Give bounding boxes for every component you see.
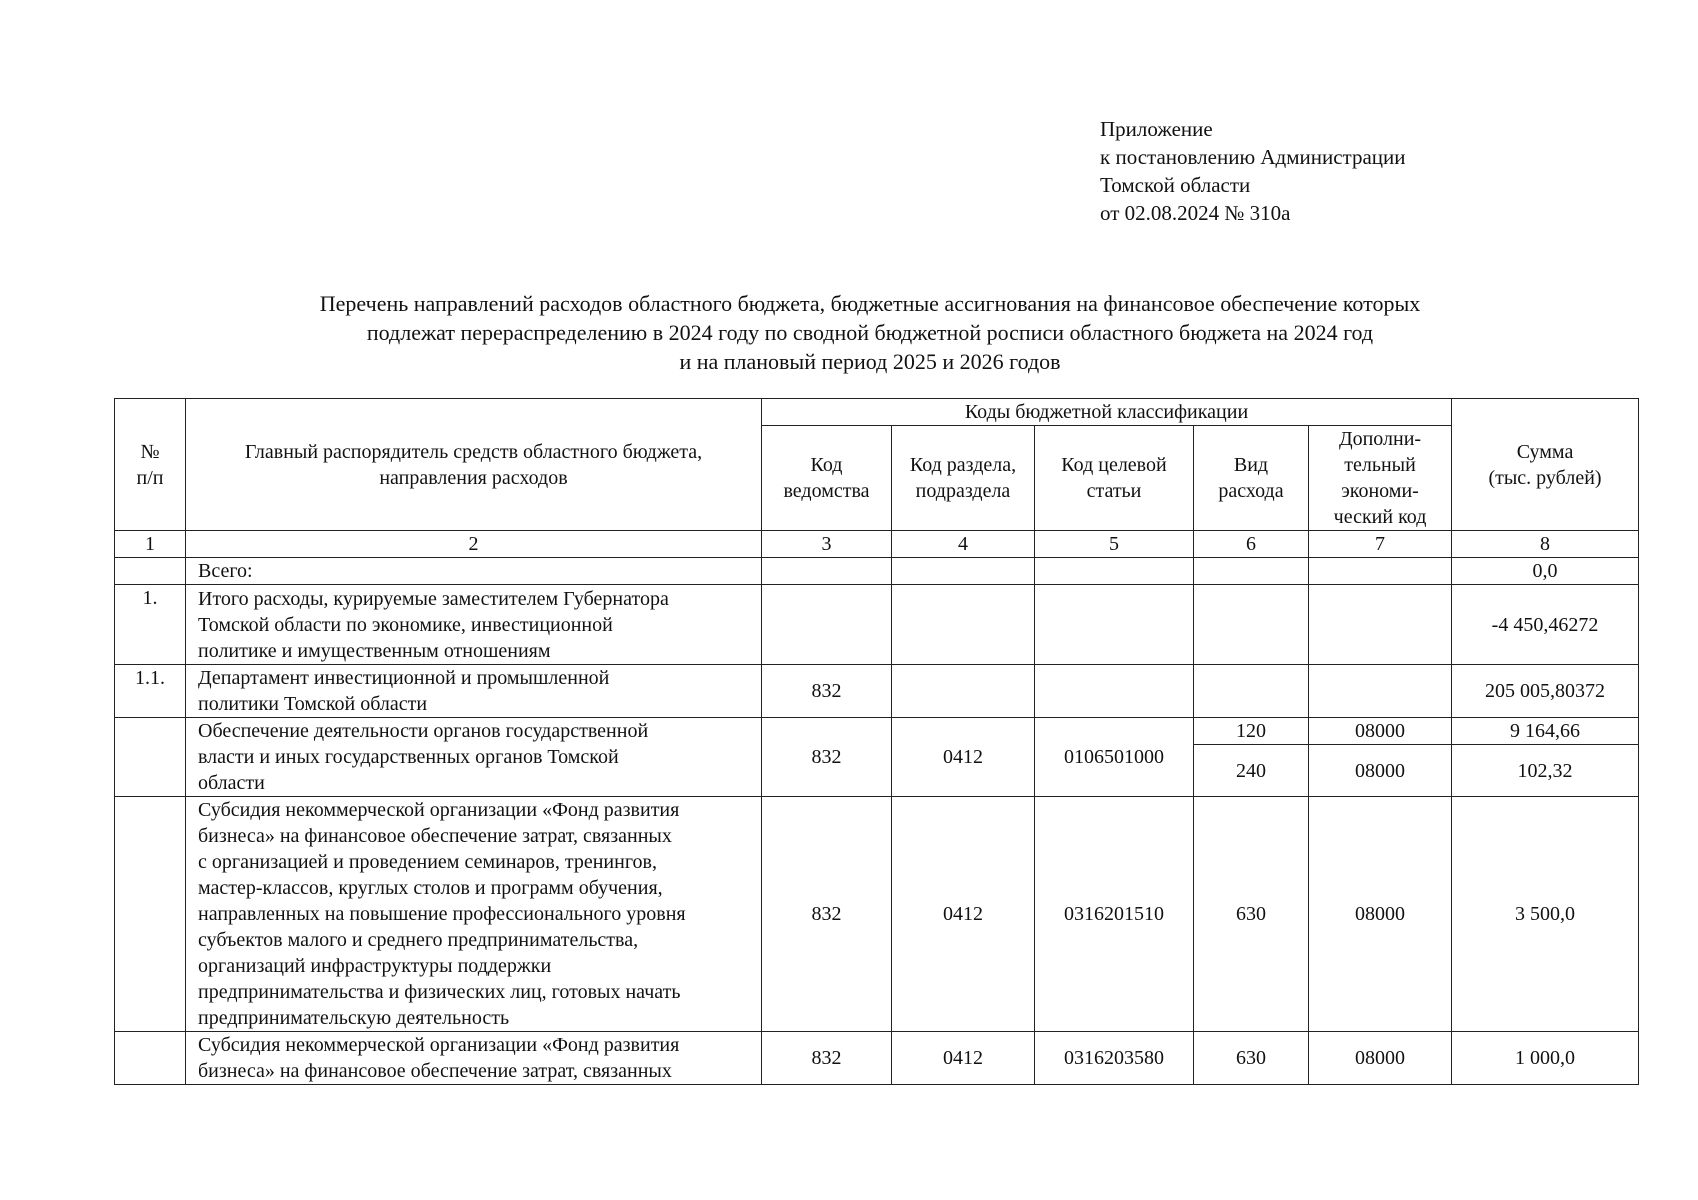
total-row [115,558,1639,585]
row-sum: 1 000,0 [1452,1032,1639,1085]
column-number: 6 [1194,531,1309,558]
total-sum: 0,0 [1452,558,1639,585]
title-line: подлежат перераспределению в 2024 году по сводной бюджетной росписи областного бюджета на 2024 год [366,320,1374,345]
appendix-line: Приложение [1100,117,1213,141]
row-target: 0316203580 [1035,1032,1194,1085]
row-dept: 832 [762,665,892,718]
table-row [115,1032,1639,1085]
header-econ: Дополни- тельный экономи- ческий код [1309,426,1452,531]
row-econ: 08000 [1309,718,1452,745]
row-num: 1. [115,585,186,665]
row-econ: 08000 [1309,797,1452,1032]
row-target: 0316201510 [1035,797,1194,1032]
row-section: 0412 [892,1032,1035,1085]
row-econ: 08000 [1309,745,1452,797]
row-expense: 630 [1194,797,1309,1032]
column-number: 5 [1035,531,1194,558]
table-row [115,585,1639,665]
header-num: № п/п [115,399,186,531]
appendix-block [1100,115,1406,227]
row-target: 0106501000 [1035,718,1194,797]
column-number-row [115,531,1639,558]
header-dept: Код ведомства [762,426,892,531]
row-sum: 102,32 [1452,745,1639,797]
appendix-line: к постановлению Администрации [1100,145,1406,169]
row-dept: 832 [762,718,892,797]
row-desc: Обеспечение деятельности органов государственной власти и иных государственных органов Томской области [186,718,762,797]
appendix-line: Томской области [1100,173,1251,197]
row-num: 1.1. [115,665,186,718]
row-section: 0412 [892,797,1035,1032]
header-row [115,399,1639,426]
row-desc: Субсидия некоммерческой организации «Фонд развития бизнеса» на финансовое обеспечение затрат, связанных [186,1032,762,1085]
title-line: и на плановый период 2025 и 2026 годов [679,349,1061,374]
header-target: Код целевой статьи [1035,426,1194,531]
row-expense: 240 [1194,745,1309,797]
row-dept: 832 [762,797,892,1032]
row-sum: 9 164,66 [1452,718,1639,745]
row-desc: Департамент инвестиционной и промышленной политики Томской области [186,665,762,718]
row-expense: 630 [1194,1032,1309,1085]
column-number: 8 [1452,531,1639,558]
column-number: 1 [115,531,186,558]
table-row [115,797,1639,1032]
column-number: 4 [892,531,1035,558]
row-section: 0412 [892,718,1035,797]
column-number: 7 [1309,531,1452,558]
header-section: Код раздела, подраздела [892,426,1035,531]
row-sum: 205 005,80372 [1452,665,1639,718]
row-sum: -4 450,46272 [1452,585,1639,665]
column-number: 3 [762,531,892,558]
row-dept: 832 [762,1032,892,1085]
appendix-line: от 02.08.2024 № 310а [1100,201,1291,225]
document-title [120,289,1620,376]
header-expense: Вид расхода [1194,426,1309,531]
header-sum: Сумма (тыс. рублей) [1452,399,1639,531]
budget-table [114,398,1639,1085]
row-sum: 3 500,0 [1452,797,1639,1032]
column-number: 2 [186,531,762,558]
row-econ: 08000 [1309,1032,1452,1085]
table-row [115,718,1639,745]
header-codes-group: Коды бюджетной классификации [762,399,1452,426]
row-desc: Итого расходы, курируемые заместителем Губернатора Томской области по экономике, инвестиционной политике и имущественным отношениям [186,585,762,665]
title-line: Перечень направлений расходов областного бюджета, бюджетные ассигнования на финансовое обеспечение которых [319,291,1421,316]
row-expense: 120 [1194,718,1309,745]
header-recipient: Главный распорядитель средств областного бюджета, направления расходов [186,399,762,531]
row-desc: Субсидия некоммерческой организации «Фонд развития бизнеса» на финансовое обеспечение затрат, связанных с организацией и проведением семинаров, тренингов, мастер-классов, круглых столов и программ обучения, направленных на повышение профессионального уровня субъектов малого и среднего предпринимательства, организаций инфраструктуры поддержки предпринимательства и физических лиц, готовых начать предпринимательскую деятельность [186,797,762,1032]
total-label: Всего: [186,558,762,585]
table-row [115,665,1639,718]
